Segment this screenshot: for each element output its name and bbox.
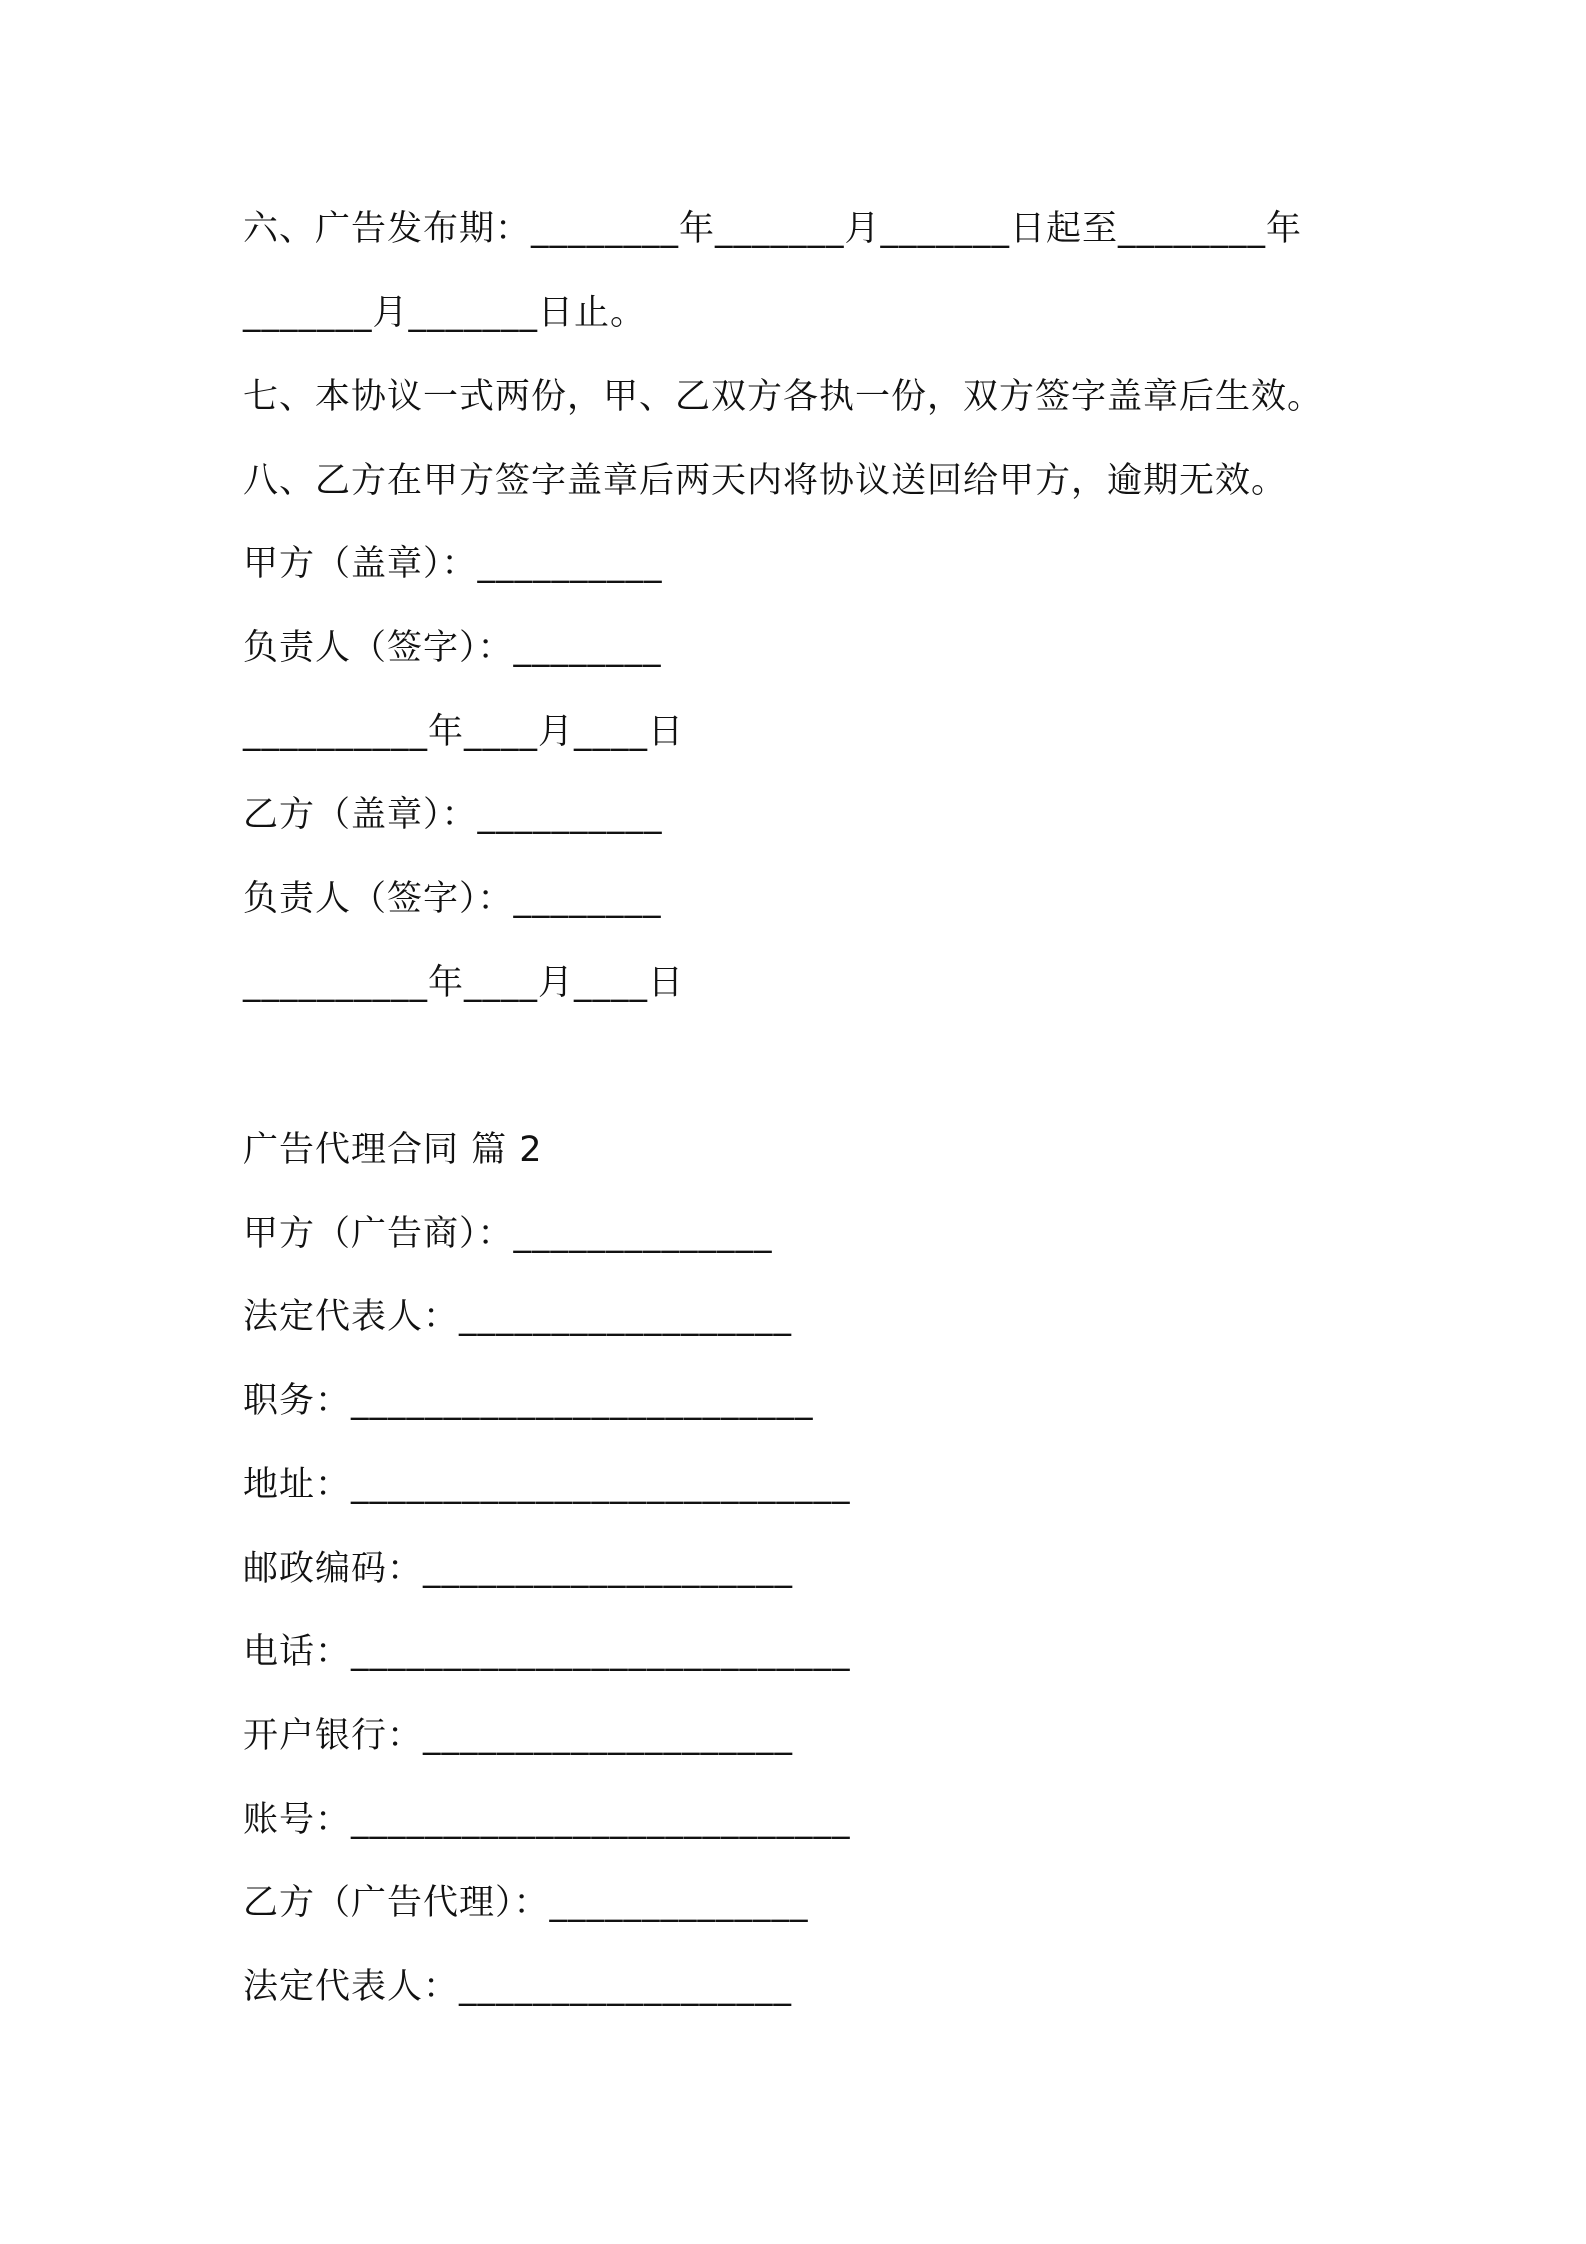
party-a-account: 账号：___________________________ [243, 1800, 851, 1840]
party-b-signatory: 负责人（签字）：________ [243, 879, 662, 919]
party-a-bank: 开户银行：____________________ [243, 1716, 794, 1756]
clause-7-copies: 七、本协议一式两份，甲、乙双方各执一份，双方签字盖章后生效。 [243, 377, 1324, 417]
party-a-position: 职务：_________________________ [243, 1381, 814, 1421]
party-a-date: __________年____月____日 [243, 712, 685, 752]
contract-2-title: 广告代理合同 篇 2 [243, 1130, 543, 1170]
party-a-address: 地址：___________________________ [243, 1465, 851, 1505]
party-b-date: __________年____月____日 [243, 963, 685, 1003]
party-a-seal: 甲方（盖章）：__________ [243, 544, 663, 584]
party-a-phone: 电话：___________________________ [243, 1632, 851, 1672]
clause-8-return: 八、乙方在甲方签字盖章后两天内将协议送回给甲方，逾期无效。 [243, 461, 1288, 501]
party-b-seal: 乙方（盖章）：__________ [243, 795, 663, 835]
party-a-advertiser: 甲方（广告商）：______________ [243, 1214, 773, 1254]
party-a-signatory: 负责人（签字）：________ [243, 628, 662, 668]
party-a-postal-code: 邮政编码：____________________ [243, 1549, 794, 1589]
clause-6-publish-period: 六、广告发布期：________年_______月_______日起至________年 [243, 209, 1303, 249]
party-b-legal-representative: 法定代表人：__________________ [243, 1967, 793, 2007]
clause-6-publish-period-end: _______月_______日止。 [243, 293, 647, 333]
party-b-ad-agency: 乙方（广告代理）：______________ [243, 1883, 809, 1923]
party-a-legal-representative: 法定代表人：__________________ [243, 1297, 793, 1337]
